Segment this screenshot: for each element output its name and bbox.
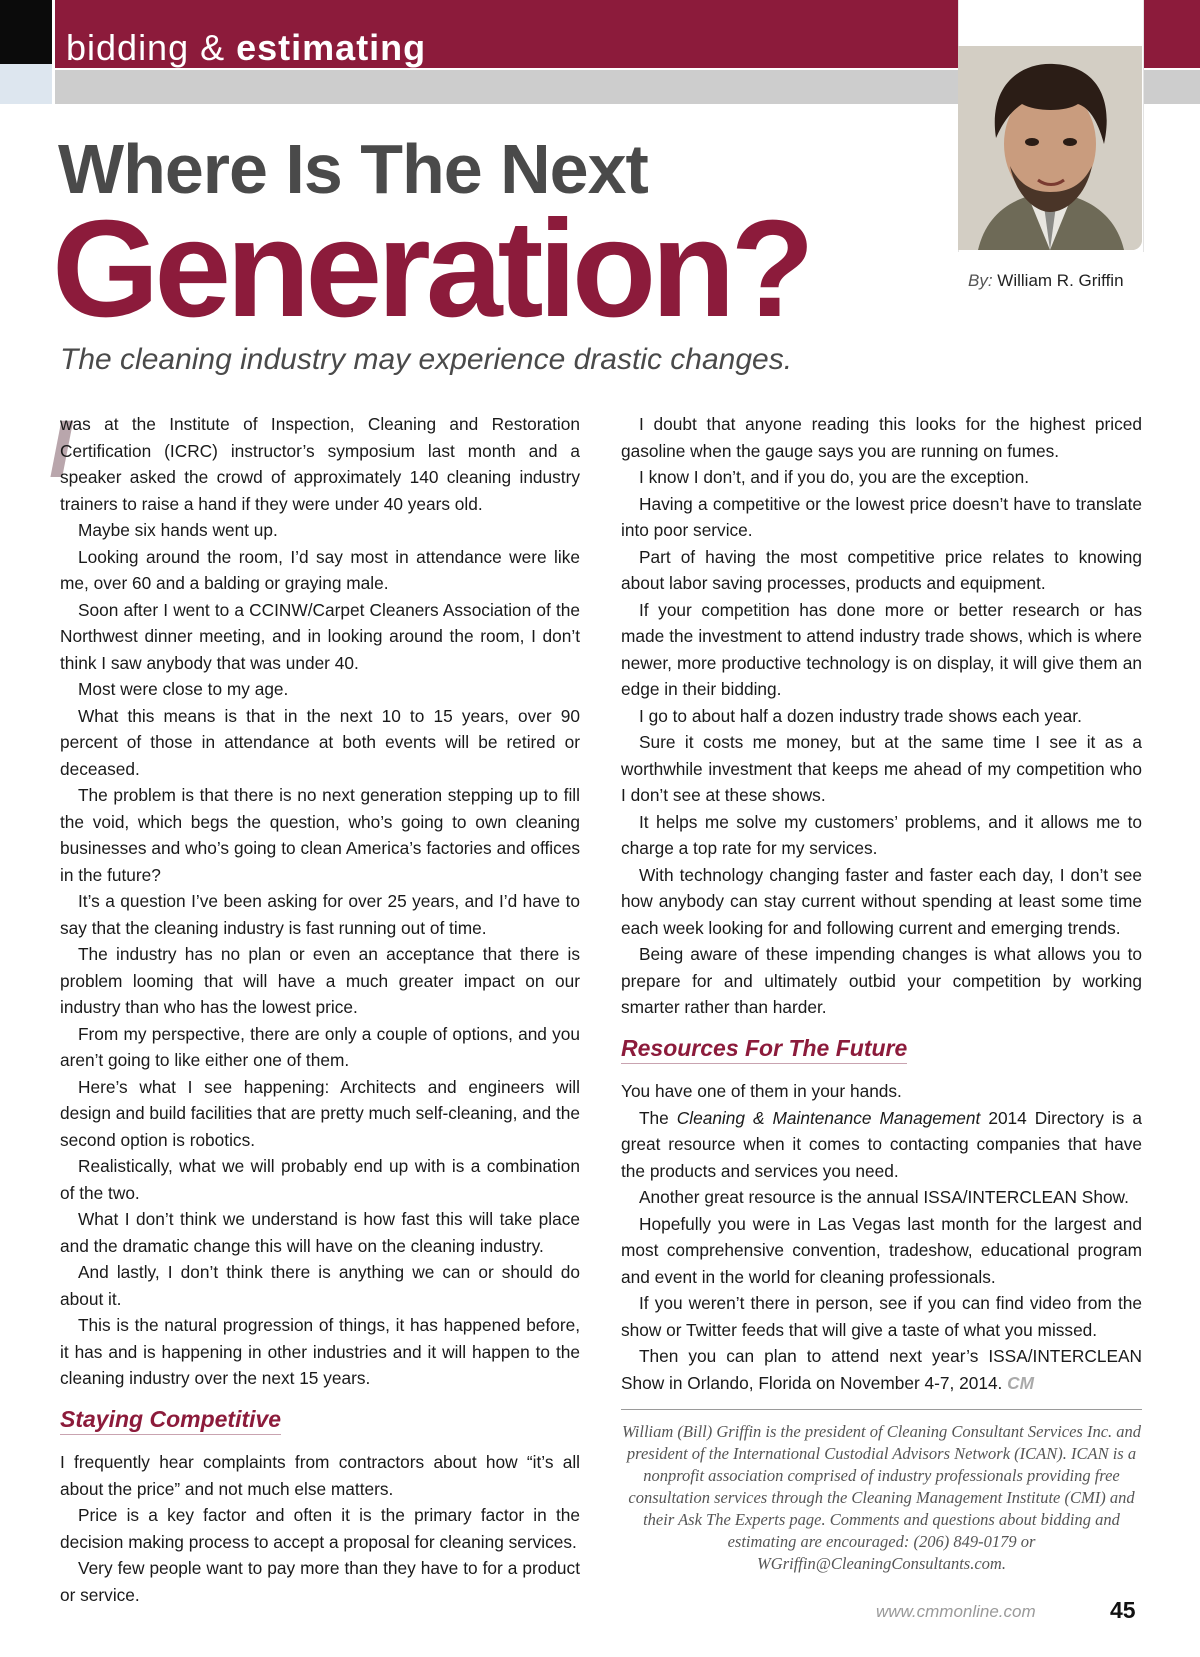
paragraph: I know I don’t, and if you do, you are the exception.: [639, 467, 1030, 487]
author-portrait: [958, 46, 1142, 250]
byline-prefix: By:: [968, 271, 993, 290]
paragraph: Soon after I went to a CCINW/Carpet Cleaners Association of the Northwest dinner meeting, and in looking around the room, I don’t think I saw anybody that was under 40.: [60, 599, 580, 673]
paragraph: I doubt that anyone reading this looks for the highest priced gasoline when the gauge says you are running on fumes.: [621, 414, 1142, 461]
paragraph: And lastly, I don’t think there is anything we can or should do about it.: [60, 1262, 580, 1309]
paragraph: The industry has no plan or even an acceptance that there is problem looming that will have a much greater impact on our industry than who has the lowest price.: [60, 944, 580, 1017]
paragraph: Maybe six hands went up.: [78, 520, 278, 540]
header-subband: [55, 70, 958, 104]
byline: [968, 271, 1188, 291]
article-column-right: [621, 411, 1142, 1396]
paragraph: Having a competitive or the lowest price doesn’t have to translate into poor service.: [621, 493, 1142, 540]
paragraph: It’s a question I’ve been asking for over 25 years, and I’d have to say that the cleaning industry is fast running out of time.: [60, 891, 580, 938]
paragraph: I frequently hear complaints from contractors about how “it’s all about the price” and not much else matters.: [60, 1452, 580, 1499]
paragraph: Very few people want to pay more than they have to for a product or service.: [60, 1558, 580, 1605]
paragraph: The problem is that there is no next generation stepping up to fill the void, which begs the question, who’s going to own cleaning businesses and who’s going to clean America’s factories and offices in the future?: [60, 785, 580, 885]
footer-url: www.cmmonline.com: [876, 1602, 1036, 1621]
paragraph: I go to about half a dozen industry trade shows each year.: [639, 705, 1082, 726]
paragraph: Looking around the room, I’d say most in attendance were like me, over 60 and a balding or graying male.: [60, 546, 580, 593]
paragraph: If your competition has done more or better research or has made the investment to attend industry trade shows, which is where newer, more productive technology is on display, it will give them an edge in their bidding.: [621, 599, 1142, 699]
subhead: Staying Competitive: [60, 1406, 281, 1436]
paragraph: Then you can plan to attend next year’s ISSA/INTERCLEAN Show in Orlando, Florida on November 4-7, 2014. CM: [621, 1346, 1142, 1393]
paragraph: Here’s what I see happening: Architects and engineers will design and build facilities that are pretty much self-cleaning, and the second option is robotics.: [60, 1076, 580, 1150]
author-bio: William (Bill) Griffin is the president of Cleaning Consultant Services Inc. and president of the International Custodial Advisors Network (ICAN). ICAN is a nonprofit association comprised of industry professionals providing free consultation services through the Cleaning Management Institute (CMI) and their Ask The Experts page. Comments and questions about bidding and estimating are encouraged: (206) 849-0179 or WGriffin@CleaningConsultants.com.: [621, 1422, 1142, 1573]
page-number: 45: [1110, 1597, 1136, 1623]
paragraph: This is the natural progression of things, it has happened before, it has and is happening in other industries and it will happen to the cleaning industry over the next 15 years.: [60, 1315, 580, 1388]
corner-tint: [0, 64, 52, 104]
paragraph: Hopefully you were in Las Vegas last month for the largest and most comprehensive convention, tradeshow, educational program and event in the world for cleaning professionals.: [621, 1213, 1142, 1287]
paragraph: Part of having the most competitive price relates to knowing about labor saving processes, products and equipment.: [621, 546, 1142, 593]
end-mark: CM: [1007, 1372, 1035, 1393]
paragraph: It helps me solve my customers’ problems, and it allows me to charge a top rate for my services.: [621, 811, 1142, 858]
bio-divider: [621, 1409, 1142, 1410]
paragraph: Most were close to my age.: [78, 679, 289, 699]
headline-line2: Generation?: [52, 192, 810, 346]
paragraph: With technology changing faster and faster each day, I don’t see how anybody can stay current without spending at least some time each week looking for and following current and emerging trends.: [621, 864, 1142, 938]
paragraph: You have one of them in your hands.: [621, 1081, 902, 1101]
paragraph: Price is a key factor and often it is the primary factor in the decision making process to accept a proposal for cleaning services.: [60, 1505, 580, 1552]
paragraph: was at the Institute of Inspection, Cleaning and Restoration Certification (ICRC) instructor’s symposium last month and a speaker asked the crowd of approximately 140 cleaning industry trainers to raise a hand if they were under 40 years old.: [60, 414, 580, 514]
deck: The cleaning industry may experience drastic changes.: [60, 343, 793, 376]
drop-cap: I: [49, 404, 72, 495]
paragraph: Sure it costs me money, but at the same time I see it as a worthwhile investment that keeps me ahead of my competition who I don’t see at these shows.: [621, 732, 1142, 805]
paragraph: What I don’t think we understand is how fast this will take place and the dramatic change this will have on the cleaning industry.: [60, 1209, 580, 1256]
section-label: bidding & estimating: [66, 27, 427, 68]
paragraph: Realistically, what we will probably end up with is a combination of the two.: [60, 1156, 580, 1203]
paragraph: What this means is that in the next 10 to 15 years, over 90 percent of those in attendance at both events will be retired or deceased.: [60, 705, 580, 779]
paragraph: If you weren’t there in person, see if you can find video from the show or Twitter feeds that will give a taste of what you missed.: [621, 1293, 1142, 1340]
paragraph: Being aware of these impending changes is what allows you to prepare for and ultimately outbid your competition by working smarter rather than harder.: [621, 944, 1142, 1017]
paragraph: From my perspective, there are only a couple of options, and you aren’t going to like either one of them.: [60, 1023, 580, 1070]
paragraph: Another great resource is the annual ISSA/INTERCLEAN Show.: [639, 1187, 1129, 1207]
author-name: William R. Griffin: [997, 271, 1124, 290]
corner-block: [0, 0, 52, 64]
article-column-left: [60, 411, 580, 1608]
paragraph: The Cleaning & Maintenance Management 2014 Directory is a great resource when it comes to contacting companies that have the products and services you need.: [621, 1107, 1142, 1181]
headline-line1: Where Is The Next: [58, 130, 648, 208]
subhead: Resources For The Future: [621, 1035, 907, 1065]
header-band-right: [1142, 0, 1200, 104]
